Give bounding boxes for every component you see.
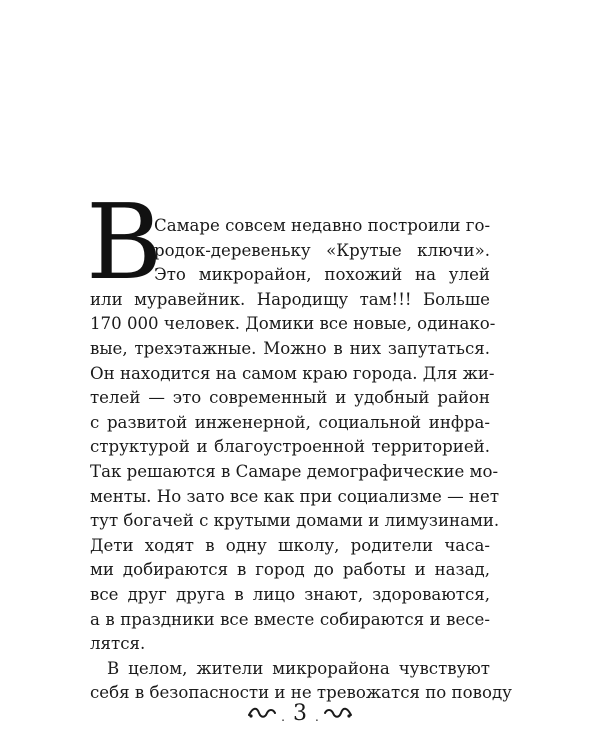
ornament-right-icon (323, 705, 353, 721)
text-line: тут богачей с крутыми домами и лимузинами. (90, 511, 500, 531)
text-line: родок-деревеньку «Крутые ключи». (154, 240, 490, 260)
page-footer (0, 698, 600, 728)
drop-cap: В (86, 181, 163, 303)
footer-dot-right: . (315, 710, 319, 724)
text-line: все друг друга в лицо знают, здороваются, (90, 584, 490, 604)
text-line: менты. Но зато все как при социализме — нет (90, 486, 499, 506)
body-text (90, 214, 512, 706)
text-line: Самаре совсем недавно построили го- (154, 216, 491, 235)
text-line: а в праздники все вместе собираются и весе- (90, 609, 490, 629)
text-line: Дети ходят в одну школу, родители часа- (90, 535, 490, 555)
text-line: лятся. (90, 634, 146, 654)
text-line: Это микрорайон, похожий на улей (154, 265, 490, 285)
page-number: 3 (293, 700, 307, 726)
text-line: ми добираются в город до работы и назад, (90, 560, 490, 580)
text-line: Он находится на самом краю города. Для жи- (90, 363, 495, 383)
text-line: телей — это современный и удобный район (90, 388, 490, 408)
text-line: вые, трехэтажные. Можно в них запутаться. (90, 338, 490, 358)
text-line: 170 000 человек. Домики все новые, одинако- (90, 314, 496, 334)
text-line: В целом, жители микрорайона чувствуют (107, 658, 490, 678)
text-line: или муравейник. Народищу там!!! Больше (90, 289, 490, 309)
footer-dot-left: . (281, 710, 285, 724)
ornament-left-icon (247, 705, 277, 721)
text-line: структурой и благоустроенной территорией. (90, 437, 490, 457)
text-line: себя в безопасности и не тревожатся по поводу (90, 683, 512, 703)
text-line: Так решаются в Самаре демографические мо- (90, 461, 499, 481)
text-line: с развитой инженерной, социальной инфра- (90, 412, 490, 432)
